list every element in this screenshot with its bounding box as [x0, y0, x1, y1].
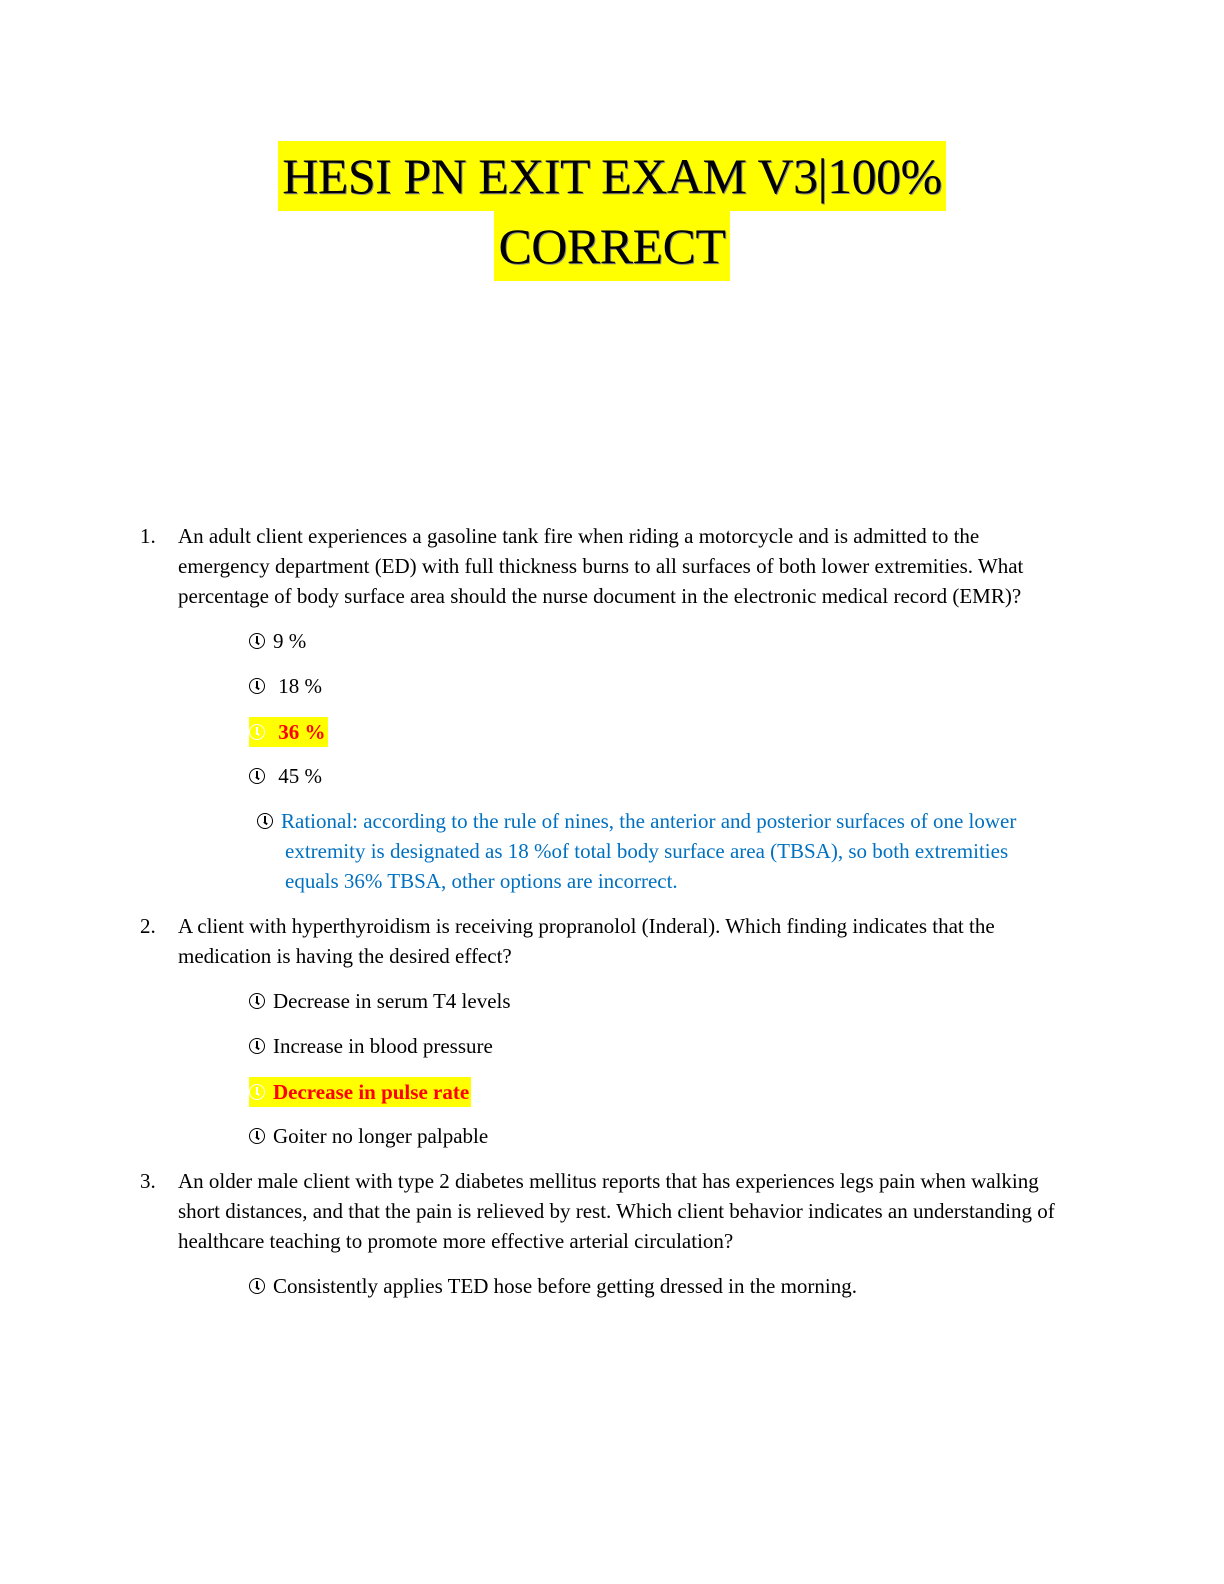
- clock-icon: [249, 993, 265, 1009]
- option-item[interactable]: [249, 626, 1224, 656]
- option-item[interactable]: [249, 1271, 1224, 1301]
- option-item-correct[interactable]: [249, 1077, 1224, 1107]
- clock-icon: [249, 1278, 265, 1294]
- option-label: 9 %: [273, 629, 307, 653]
- title-line-1: HESI PN EXIT EXAM V3|100%: [278, 141, 946, 211]
- question-text: An adult client experiences a gasoline tank fire when riding a motorcycle and is admitted to the emergency department (ED) with full thickness burns to all surfaces of both lower extremities. What percentage of body surface area should the nurse document in the electronic medical record (EMR)?: [178, 524, 1024, 608]
- question-1: [0, 521, 1068, 611]
- question-2: [0, 911, 1068, 971]
- clock-icon: [257, 813, 273, 829]
- option-label: Decrease in serum T4 levels: [273, 989, 511, 1013]
- clock-icon: [249, 633, 265, 649]
- option-label: Consistently applies TED hose before getting dressed in the morning.: [273, 1274, 858, 1298]
- option-item[interactable]: [249, 1121, 1224, 1151]
- option-label: Goiter no longer palpable: [273, 1124, 489, 1148]
- question-text: A client with hyperthyroidism is receiving propranolol (Inderal). Which finding indicates that the medication is having the desired effect?: [178, 914, 995, 968]
- question-3: [0, 1166, 1068, 1256]
- title-line-2: CORRECT: [494, 211, 729, 281]
- clock-icon: [249, 1084, 265, 1100]
- document-title: [0, 141, 1224, 281]
- question-list: [0, 521, 1224, 1301]
- option-label: 18 %: [273, 674, 322, 698]
- question-number: 1.: [140, 524, 156, 548]
- clock-icon: [249, 768, 265, 784]
- option-item[interactable]: [249, 986, 1224, 1016]
- option-label: 45 %: [273, 764, 322, 788]
- option-list: [0, 986, 1224, 1151]
- option-item[interactable]: [249, 671, 1224, 701]
- rationale-text: Rational: according to the rule of nines, the anterior and posterior surfaces of one lower extremity is designated as 18 %of total body surface area (TBSA), so both extremities equals 36% TBSA, other options are incorrect.: [281, 809, 1017, 893]
- clock-icon: [249, 1038, 265, 1054]
- clock-icon: [249, 1128, 265, 1144]
- clock-icon: [249, 678, 265, 694]
- option-item-correct[interactable]: [249, 717, 1224, 747]
- question-number: 3.: [140, 1169, 156, 1193]
- rationale-item: [249, 806, 1059, 896]
- question-number: 2.: [140, 914, 156, 938]
- option-item[interactable]: [249, 1031, 1224, 1061]
- option-label: 36 %: [273, 720, 326, 744]
- option-label: Increase in blood pressure: [273, 1034, 493, 1058]
- clock-icon: [249, 724, 265, 740]
- option-list: [0, 626, 1224, 896]
- option-list: [0, 1271, 1224, 1301]
- option-item[interactable]: [249, 761, 1224, 791]
- option-label: Decrease in pulse rate: [273, 1080, 470, 1104]
- question-text: An older male client with type 2 diabetes mellitus reports that has experiences legs pain when walking short distances, and that the pain is relieved by rest. Which client behavior indicates an understanding of healthcare teaching to promote more effective arterial circulation?: [178, 1169, 1055, 1253]
